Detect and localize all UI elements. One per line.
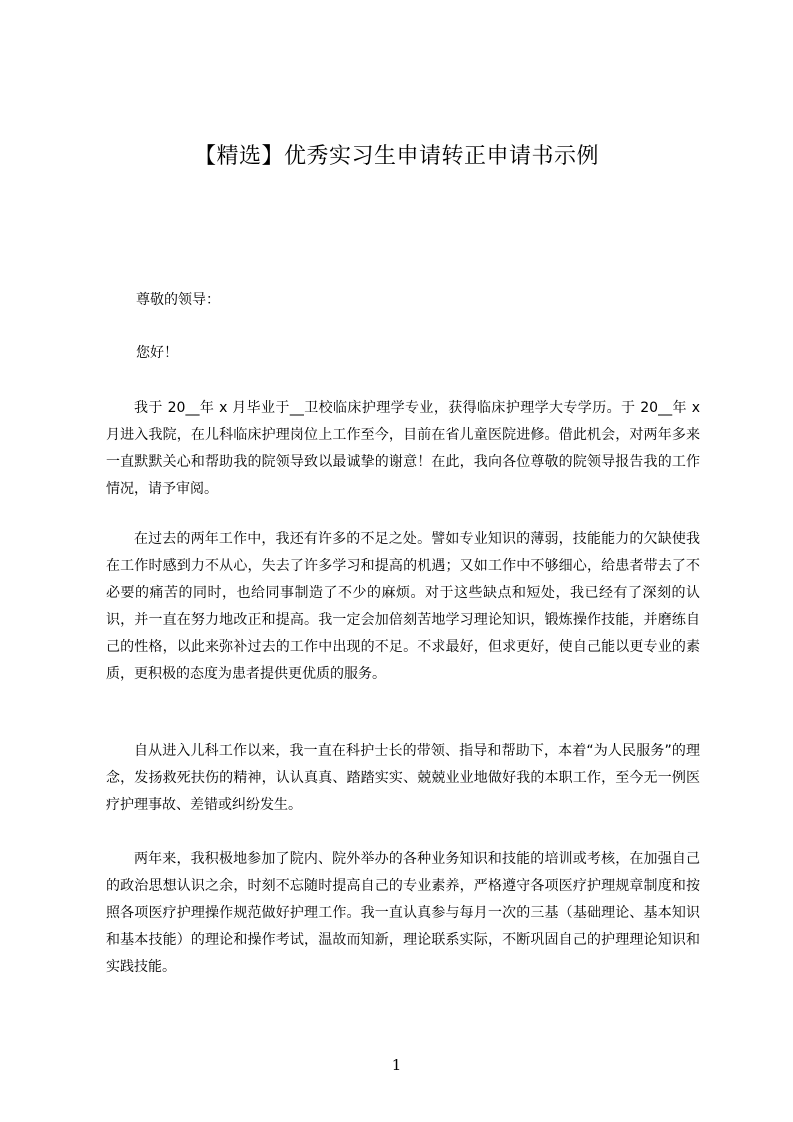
- paragraph-shortcomings: 在过去的两年工作中，我还有许多的不足之处。譬如专业知识的薄弱，技能能力的欠缺使我在工作时感到力不从心，失去了许多学习和提高的机遇；又如工作中不够细心，给患者带去了不必要的痛苦的同时，也给同事制造了不少的麻烦。对于这些缺点和短处，我已经有了深刻的认识，并一直在努力地改正和提高。我一定会加倍刻苦地学习理论知识，锻炼操作技能，并磨练自己的性格，以此来弥补过去的工作中出现的不足。不求最好，但求更好，使自己能以更专业的素质，更积极的态度为患者提供更优质的服务。: [106, 531, 700, 682]
- paragraph-pediatrics-work: 自从进入儿科工作以来，我一直在科护士长的带领、指导和帮助下，本着“为人民服务”的理念，发扬救死扶伤的精神，认认真真、踏踏实实、兢兢业业地做好我的本职工作，至今无一例医疗护理事故、差错或纠纷发生。: [106, 743, 700, 813]
- paragraph-education-background: 我于 20__年 x 月毕业于__卫校临床护理学专业，获得临床护理学大专学历。于 20__年 x 月进入我院，在儿科临床护理岗位上工作至今，目前在省儿童医院进修。借此机会，对两年多来一直默默关心和帮助我的院领导致以最诚挚的谢意！在此，我向各位尊敬的院领导报告我的工作情况，请予审阅。: [106, 400, 700, 497]
- salutation: 尊敬的领导：: [136, 292, 220, 308]
- greeting: 您好！: [136, 345, 178, 361]
- paragraph-training: 两年来，我积极地参加了院内、院外举办的各种业务知识和技能的培训或考核，在加强自己的政治思想认识之余，时刻不忘随时提高自己的专业素养，严格遵守各项医疗护理规章制度和按照各项医疗护理操作规范做好护理工作。我一直认真参与每月一次的三基（基础理论、基本知识和基本技能）的理论和操作考试，温故而知新，理论联系实际，不断巩固自己的护理理论知识和实践技能。: [106, 851, 700, 975]
- document-title: 【精选】优秀实习生申请转正申请书示例: [193, 144, 599, 169]
- page-number: 1: [391, 1056, 402, 1074]
